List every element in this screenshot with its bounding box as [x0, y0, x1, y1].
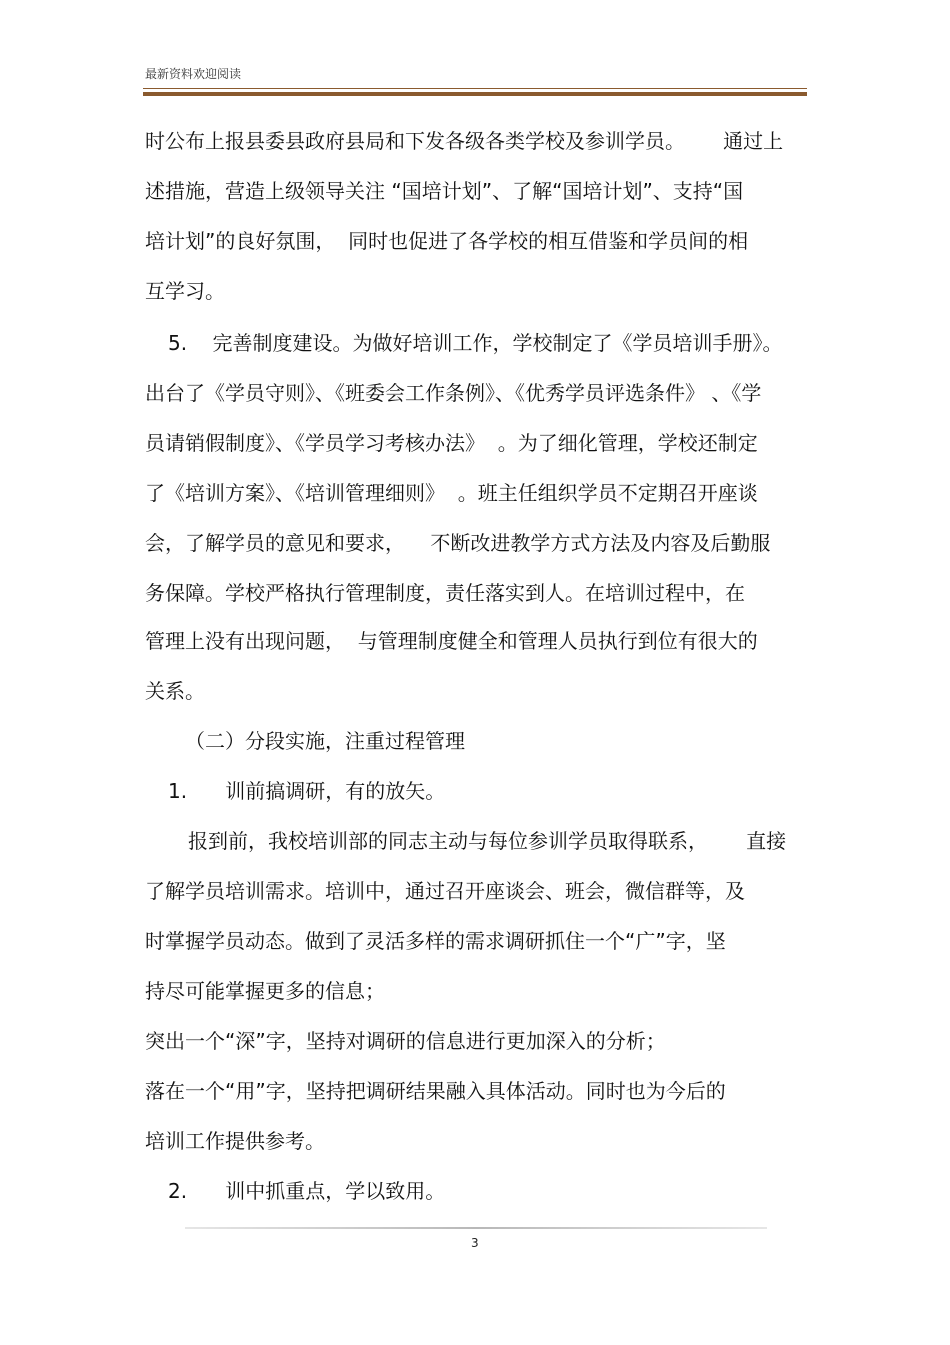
- body-line: 互学习。: [145, 279, 225, 303]
- body-line: 培计划”的良好氛围， 同时也促进了各学校的相互借鉴和学员间的相: [145, 229, 749, 253]
- page-number: 3: [471, 1236, 479, 1250]
- body-line: 了《培训方案》、《培训管理细则》 。班主任组织学员不定期召开座谈: [145, 481, 758, 505]
- body-line: 5. 完善制度建设。为做好培训工作，学校制定了《学员培训手册》。: [168, 331, 783, 355]
- body-line: 了解学员培训需求。培训中，通过召开座谈会、班会，微信群等，及: [145, 879, 745, 903]
- body-line: 突出一个“深”字，坚持对调研的信息进行更加深入的分析；: [145, 1029, 666, 1053]
- body-line: 持尽可能掌握更多的信息；: [145, 979, 385, 1003]
- body-line: 述措施，营造上级领导关注 “国培计划”、了解“国培计划”、支持“国: [145, 179, 744, 203]
- body-line: 员请销假制度》、《学员学习考核办法》 。为了细化管理，学校还制定: [145, 431, 758, 455]
- body-line: 关系。: [145, 679, 205, 703]
- body-line: 报到前，我校培训部的同志主动与每位参训学员取得联系， 直接: [188, 829, 787, 853]
- header-rule-thin: [143, 88, 807, 89]
- body-line: 出台了《学员守则》、《班委会工作条例》、《优秀学员评选条件》 、《学: [145, 381, 762, 405]
- body-line: 时掌握学员动态。做到了灵活多样的需求调研抓住一个“广”字，坚: [145, 929, 726, 953]
- body-line: 会，了解学员的意见和要求， 不断改进教学方式方法及内容及后勤服: [145, 531, 771, 555]
- header-rule-thick: [143, 92, 807, 96]
- body-line: 管理上没有出现问题， 与管理制度健全和管理人员执行到位有很大的: [145, 629, 758, 653]
- numbered-item: 2. 训中抓重点，学以致用。: [168, 1179, 446, 1203]
- body-line: 时公布上报县委县政府县局和下发各级各类学校及参训学员。 通过上: [145, 129, 784, 153]
- body-line: 务保障。学校严格执行管理制度，责任落实到人。在培训过程中，在: [145, 581, 745, 605]
- section-heading: （二）分段实施，注重过程管理: [185, 729, 465, 753]
- footer-rule: [185, 1227, 767, 1229]
- running-header: 最新资料欢迎阅读: [145, 67, 242, 81]
- numbered-item: 1. 训前搞调研，有的放矢。: [168, 779, 446, 803]
- body-line: 落在一个“用”字，坚持把调研结果融入具体活动。同时也为今后的: [145, 1079, 726, 1103]
- body-line: 培训工作提供参考。: [145, 1129, 325, 1153]
